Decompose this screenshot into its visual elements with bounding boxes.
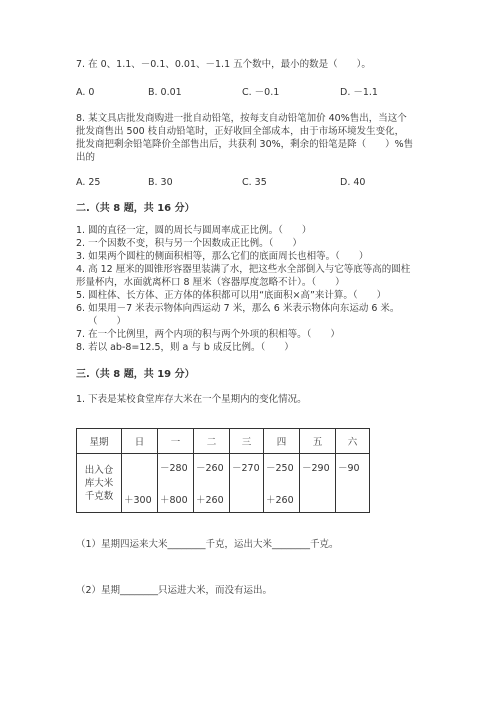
value-cell — [122, 454, 158, 513]
table-header-row — [77, 429, 370, 454]
day-cell: 六 — [336, 429, 370, 454]
question-7-stem: 7. 在 0、1.1、－0.1、0.01、－1.1 五个数中，最小的数是（ ）。 — [76, 59, 371, 70]
s2-item-6-line-2: （ ） — [88, 316, 127, 327]
value-cell — [230, 454, 264, 513]
day-cell: 二 — [194, 429, 230, 454]
s3-question-1-intro: 1. 下表是某校食堂库存大米在一个星期内的变化情况。 — [76, 394, 307, 405]
outflow-value: －260 — [196, 463, 224, 474]
outflow-value: －290 — [302, 463, 330, 474]
inflow-value: ＋300 — [124, 495, 152, 506]
value-cell — [336, 454, 370, 513]
header-label-cell: 星期 — [77, 429, 122, 454]
inflow-value: ＋800 — [160, 495, 188, 506]
s2-item-1: 1. 圆的直径一定，圆的周长与圆周率成正比例。（ ） — [76, 225, 312, 236]
s2-item-5: 5. 圆柱体、长方体、正方体的体积都可以用“底面积×高”来计算。（ ） — [76, 290, 387, 301]
s2-item-4-line-1: 4. 高 12 厘米的圆锥形容器里装满了水，把这些水全部倒入与它等底等高的圆柱 — [76, 264, 411, 275]
q8-option-d: D. 40 — [340, 177, 366, 188]
q7-option-a: A. 0 — [76, 87, 95, 98]
s2-item-2: 2. 一个因数不变，积与另一个因数成正比例。（ ） — [76, 238, 302, 249]
day-cell: 日 — [122, 429, 158, 454]
rice-inventory-table — [76, 428, 370, 513]
s2-item-7: 7. 在一个比例里，两个内项的积与两个外项的积相等。（ ） — [76, 329, 340, 340]
outflow-value: －280 — [160, 463, 188, 474]
day-cell: 一 — [158, 429, 194, 454]
outflow-value: －250 — [266, 463, 294, 474]
value-cell — [194, 454, 230, 513]
s2-item-3: 3. 如果两个圆柱的侧面积相等，那么它们的底面周长也相等。（ ） — [76, 251, 369, 262]
section-3-title: 三.（共 8 题，共 19 分） — [76, 369, 195, 380]
q8-option-a: A. 25 — [76, 177, 101, 188]
s2-item-6-line-1: 6. 如果用－7 米表示物体向西运动 7 米，那么 6 米表示物体向东运动 6 米。 — [76, 303, 400, 314]
question-8-line-4: 出的 — [76, 152, 96, 163]
inflow-value: ＋260 — [266, 495, 294, 506]
row-label-cell — [77, 454, 122, 513]
day-cell: 四 — [264, 429, 300, 454]
question-8-line-3: 批发商把剩余铅笔降价全部售出后，共获利 30%，剩余的铅笔是降（ ）%售 — [76, 139, 414, 150]
row-label-line: 库大米 — [84, 477, 114, 489]
inflow-value: ＋260 — [196, 495, 224, 506]
question-8-line-2: 批发商售出 500 枝自动铅笔时，正好收回全部成本，由于市场环境发生变化， — [76, 126, 405, 137]
value-cell — [300, 454, 336, 513]
q7-option-b: B. 0.01 — [148, 87, 182, 98]
day-cell: 三 — [230, 429, 264, 454]
s3-sub-question-1: （1）星期四运来大米________千克，运出大米________千克。 — [76, 539, 339, 550]
q7-option-d: D. －1.1 — [340, 87, 378, 98]
q8-option-c: C. 35 — [242, 177, 267, 188]
row-label-line: 千克数 — [84, 490, 114, 502]
section-2-title: 二.（共 8 题，共 16 分） — [76, 203, 195, 214]
table-data-row — [77, 454, 370, 513]
q7-option-c: C. －0.1 — [242, 87, 280, 98]
row-label-line: 出入仓 — [84, 464, 114, 476]
outflow-value: －90 — [338, 463, 360, 474]
value-cell — [264, 454, 300, 513]
outflow-value: －270 — [232, 463, 260, 474]
s2-item-8: 8. 若以 ab-8=12.5，则 a 与 b 成反比例。（ ） — [76, 342, 294, 353]
question-8-line-1: 8. 某文具店批发商购进一批自动铅笔，按每支自动铅笔加价 40%售出，当这个 — [76, 113, 407, 124]
q8-option-b: B. 30 — [148, 177, 173, 188]
s3-sub-question-2: （2）星期________只运进大米，而没有运出。 — [76, 585, 273, 596]
day-cell: 五 — [300, 429, 336, 454]
value-cell — [158, 454, 194, 513]
s2-item-4-line-2: 形量杯内，水面就离杯口 8 厘米（容器厚度忽略不计）。（ ） — [76, 277, 345, 288]
